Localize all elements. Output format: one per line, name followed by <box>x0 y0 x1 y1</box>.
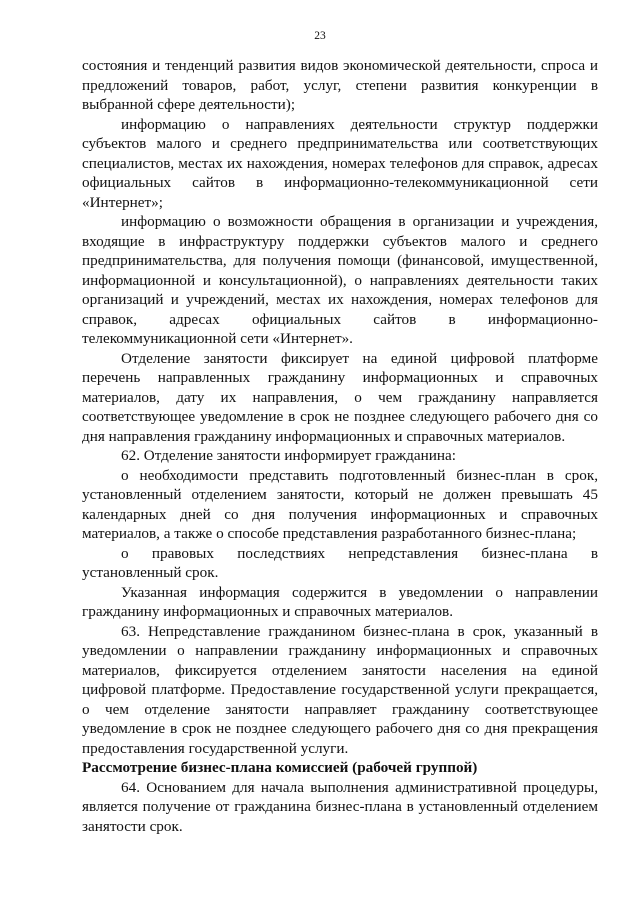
document-body <box>82 56 598 836</box>
paragraph-item-63: 63. Непредставление гражданином бизнес-плана в срок, указанный в уведомлении о направлении гражданину информационных и справочных материалов, фиксируется отделением занятости населения на единой цифровой платформе. Предоставление государственной услуги прекращается, о чем отделение занятости направляет гражданину соответствующее уведомление в срок не позднее следующего рабочего дня со дня прекращения предоставления государственной услуги. <box>82 622 598 757</box>
paragraph-business-plan-deadline: о необходимости представить подготовленный бизнес-план в срок, установленный отделением занятости, который не должен превышать 45 календарных дней со дня получения информационных и справочных материалов, а также о способе представления разработанного бизнес-плана; <box>82 466 598 542</box>
paragraph-support-structures-info: информацию о направлениях деятельности структур поддержки субъектов малого и среднего предпринимательства или соответствующих специалистов, местах их нахождения, номерах телефонов для справок, адресах официальных сайтов в информационно-телекоммуникационной сети «Интернет»; <box>82 115 598 211</box>
section-heading: Рассмотрение бизнес-плана комиссией (рабочей группой) <box>82 759 478 776</box>
paragraph-infrastructure-info: информацию о возможности обращения в организации и учреждения, входящие в инфраструктуру поддержки субъектов малого и среднего предпринимательства, для получения помощи (финансовой, имущественной, информационной и консультационной), о направлениях деятельности таких организаций и учреждений, местах их нахождения, номерах телефонов для справок, адресах официальных сайтов в информационно-телекоммуникационной сети «Интернет». <box>82 213 598 347</box>
paragraph-employment-office-records: Отделение занятости фиксирует на единой цифровой платформе перечень направленных гражданину информационных и справочных материалов, дату их направления, о чем гражданину направляется соответствующее уведомление в срок не позднее следующего рабочего дня со дня направления гражданину информационных и справочных материалов. <box>82 349 598 445</box>
page-number: 23 <box>314 30 326 42</box>
paragraph-notification-content: Указанная информация содержится в уведомлении о направлении гражданину информационных и справочных материалов. <box>82 583 598 620</box>
paragraph-item-64: 64. Основанием для начала выполнения административной процедуры, является получение от гражданина бизнес-плана в установленный отделением занятости срок. <box>82 778 598 835</box>
paragraph-item-62: 62. Отделение занятости информирует гражданина: <box>121 447 456 464</box>
paragraph-legal-consequences: о правовых последствиях непредставления бизнес-плана в установленный срок. <box>82 544 598 581</box>
paragraph-continuation: состояния и тенденций развития видов экономической деятельности, спроса и предложений товаров, работ, услуг, степени развития конкуренции в выбранной сфере деятельности); <box>82 57 598 113</box>
